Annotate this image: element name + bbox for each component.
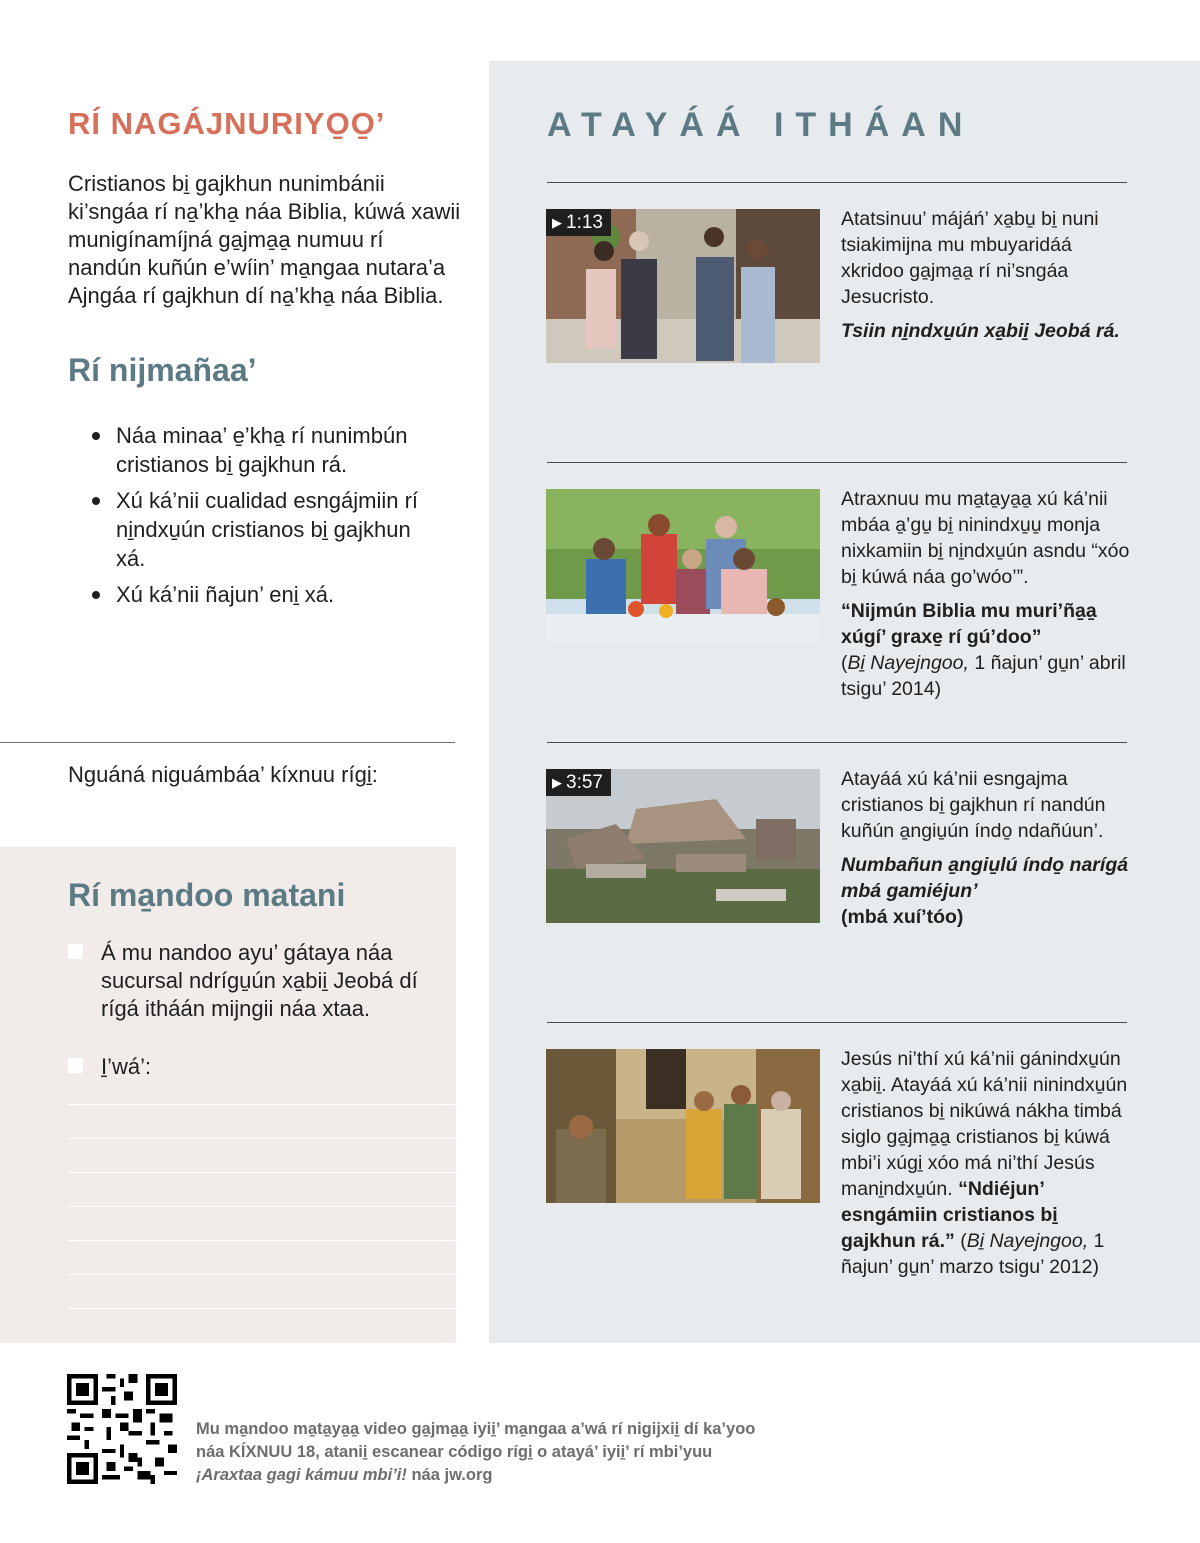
list-item: Xú ká’nii ñajun’ eni̱ xá. — [92, 580, 432, 609]
learn-list — [92, 421, 432, 616]
writing-line[interactable] — [68, 1172, 456, 1173]
bullet-icon — [92, 591, 100, 599]
writing-line[interactable] — [68, 1104, 456, 1105]
qr-code-icon[interactable] — [67, 1374, 177, 1484]
section-divider — [0, 742, 455, 743]
item-divider — [547, 182, 1127, 183]
article-thumbnail[interactable] — [546, 1049, 820, 1203]
play-icon: ▶ — [552, 775, 562, 790]
video-thumbnail[interactable] — [546, 209, 820, 363]
videos-panel — [489, 61, 1200, 1343]
check-item[interactable]: Á mu nandoo ayu’ gátaya náa sucursal ndrígu̱ún xa̱bii̱ Jeobá dí rígá itháán mijngii náa xtaa. — [68, 939, 421, 1023]
list-item: Xú ká’nii cualidad esngájmiin rí ni̱ndxu̱ún cristianos bi̱ gajkhun xá. — [92, 486, 432, 573]
article-thumbnail[interactable] — [546, 489, 820, 643]
writing-line[interactable] — [68, 1308, 456, 1309]
article-description: Atraxnuu mu ma̱ta̱ya̱a̱ xú ká’nii mbáa a̱’gu̱ bi̱ ninindxu̱u̱ monja nixkamiin bi̱ ni̱ndxu̱ún asndu “xóo bi̱ kúwá náa go’wóo’”. “Nijmún Biblia mu muri’ña̱a̱ xúgí’ graxe̱ rí gú’doo” (Bi̱ Nayejngoo, 1 ñajun’ gu̱n’ abril tsigu’ 2014) — [841, 488, 1130, 700]
more-heading: Rí ma̱ndoo matani — [68, 877, 346, 913]
check-item[interactable]: I̱’wá’: — [68, 1053, 421, 1081]
item-divider — [547, 462, 1127, 463]
writing-line[interactable] — [68, 1206, 456, 1207]
writing-line[interactable] — [68, 1138, 456, 1139]
page-title: RÍ NAGÁJNURIYO̱O̱’ — [68, 106, 386, 141]
article-description: Jesús ni’thí xú ká’nii gánindxu̱ún xa̱bii̱. Atayáá xú ká’nii ninindxu̱ún cristianos bi̱ nikúwá nákha timbá siglo ga̱jma̱a̱ cristianos bi̱ kúwá mbi’i xúgi̱ xóo má ni’thí Jesús mani̱ndxu̱ún. “Ndiéjun’ esngámiin cristianos bi̱ gajkhun rá.” (Bi̱ Nayejngoo, 1 ñajun’ gu̱n’ marzo tsigu’ 2012) — [841, 1048, 1128, 1278]
bullet-icon — [92, 497, 100, 505]
checkbox-icon[interactable] — [68, 944, 83, 959]
play-icon: ▶ — [552, 215, 562, 230]
article-citation: (Bi̱ Nayejngoo, 1 ñajun’ gu̱n’ marzo tsigu’ 2012) — [841, 1230, 1105, 1278]
video-title-tail: (mbá xuí’tóo) — [841, 906, 964, 928]
video-description: Atayáá xú ká’nii esngajma cristianos bi̱ gajkhun rí nandún kuñún a̱ngiu̱ún índo̱ ndañúun’. Numbañun a̱ngiu̱lú índo̱ narígá mbá gamiéjun’ (mbá xuí’tóo) — [841, 766, 1131, 930]
video-description: Atatsinuu’ májáń’ xa̱bu̱ bi̱ nuni tsiakimijna mu mbuyaridáá xkridoo ga̱jma̱a̱ rí ni’sngáa Jesucristo. Tsiin ni̱ndxu̱ún xa̱bii̱ Jeobá rá. — [841, 206, 1131, 344]
writing-line[interactable] — [68, 1240, 456, 1241]
bullet-icon — [92, 432, 100, 440]
item-divider — [547, 742, 1127, 743]
footer-note: Mu ma̱ndoo ma̱ta̱ya̱a̱ video ga̱jma̱a̱ iyii̱’ ma̱ngaa a’wá rí nigijxii̱ dí ka’yoo náa KÍXNUU 18, atanii̱ escanear código rígi̱ o atayá’ iyii̱’ rí mbi’yuu ¡Araxtaa gagi kámuu mbi’i! náa jw.org — [196, 1420, 756, 1484]
video-thumbnail[interactable] — [546, 769, 820, 923]
writing-line[interactable] — [68, 1274, 456, 1275]
article-title[interactable]: “Ndiéjun’ esngámiin cristianos bi̱ gajkhun rá.” — [841, 1178, 1058, 1252]
article-title[interactable]: “Nijmún Biblia mu muri’ña̱a̱ xúgí’ graxe̱ rí gú’doo” — [841, 600, 1097, 648]
article-citation: (Bi̱ Nayejngoo, 1 ñajun’ gu̱n’ abril tsigu’ 2014) — [841, 652, 1126, 700]
list-item: Náa minaa’ e̱’kha̱ rí nunimbún cristianos bi̱ gajkhun rá. — [92, 421, 432, 479]
video-title[interactable]: Tsiin ni̱ndxu̱ún xa̱bii̱ Jeobá rá. — [841, 320, 1120, 342]
action-panel — [0, 847, 456, 1343]
duration-badge: ▶ 3:57 — [546, 769, 611, 796]
checkbox-icon[interactable] — [68, 1058, 83, 1073]
record-label: Nguáná niguámbáa’ kíxnuu rígi̱: — [68, 762, 378, 787]
intro-paragraph: Cristianos bi̱ gajkhun nunimbánii ki’sngáa rí na̱’kha̱ náa Biblia, kúwá xawii munigínamíjná ga̱jma̱a̱ numuu rí nandún kuñún e’wíin’ ma̱ngaa nutara’a Ajngáa rí gajkhun dí na̱’kha̱ náa Biblia. — [68, 171, 461, 308]
item-divider — [547, 1022, 1127, 1023]
learn-heading: Rí nijmañaa’ — [68, 352, 257, 388]
duration-badge: ▶ 1:13 — [546, 209, 611, 236]
videos-heading: ATAYÁÁ ITHÁAN — [547, 106, 975, 144]
video-title[interactable]: Numbañun a̱ngiu̱lú índo̱ narígá mbá gamiéjun’ — [841, 854, 1129, 902]
